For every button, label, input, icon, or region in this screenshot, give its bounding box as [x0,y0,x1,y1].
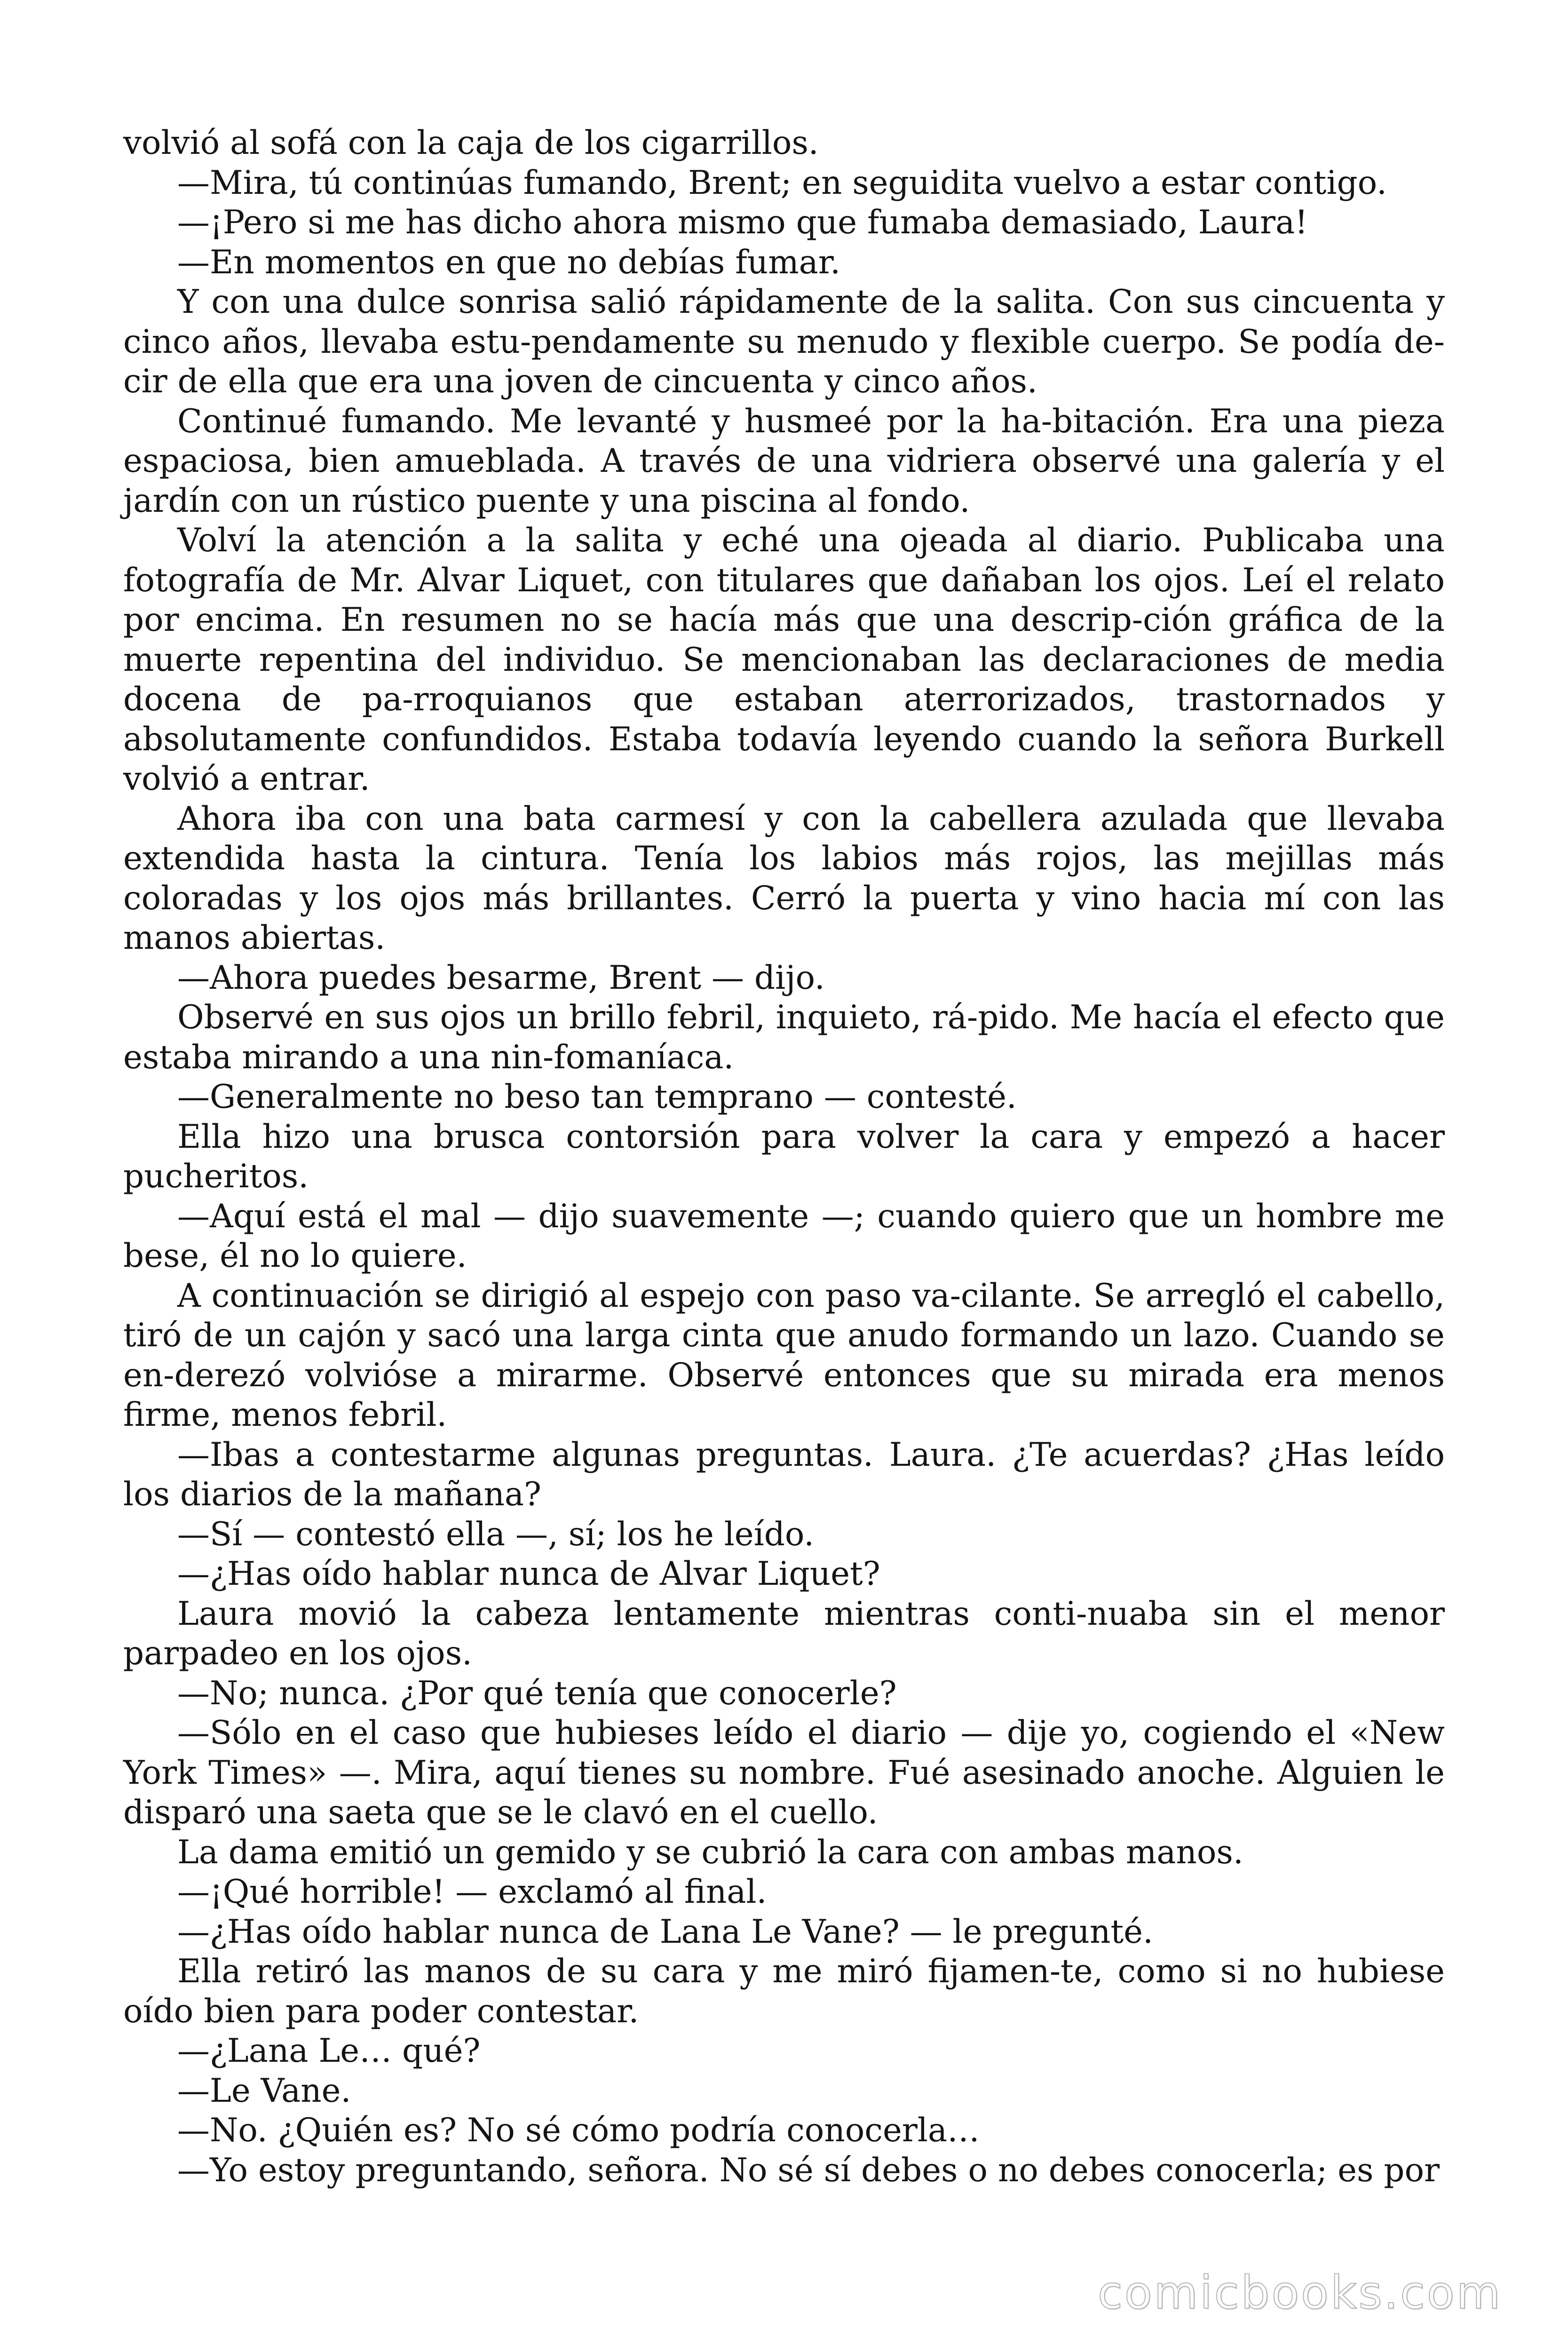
paragraph: A continuación se dirigió al espejo con paso va-cilante. Se arregló el cabello, tiró de un cajón y sacó una larga cinta que anudo formando un lazo. Cuando se en-derezó volvióse a mirarme. Observé entonces que su mirada era menos firme, menos febril. [123,1277,1445,1434]
paragraph: Observé en sus ojos un brillo febril, inquieto, rá-pido. Me hacía el efecto que estaba mirando a una nin-fomaníaca. [123,999,1445,1076]
paragraph: —¿Has oído hablar nunca de Alvar Liquet? [177,1555,880,1593]
paragraph: —¿Has oído hablar nunca de Lana Le Vane? — le pregunté. [177,1913,1153,1951]
paragraph: Continué fumando. Me levanté y husmeé por la ha-bitación. Era una pieza espaciosa, bien amueblada. A través de una vidriera observé una galería y el jardín con un rústico puente y una piscina al fondo. [123,402,1445,520]
paragraph: Laura movió la cabeza lentamente mientras conti-nuaba sin el menor parpadeo en los ojos. [123,1595,1445,1672]
paragraph: —Mira, tú continúas fumando, Brent; en seguidita vuelvo a estar contigo. [177,164,1387,202]
paragraph: Y con una dulce sonrisa salió rápidamente de la salita. Con sus cincuenta y cinco años, llevaba estu-pendamente su menudo y flexible cuerpo. Se podía de-cir de ella que era una joven de cincuenta y cinco años. [123,283,1445,400]
paragraph: —Sí — contestó ella —, sí; los he leído. [177,1515,815,1553]
paragraph: —¿Lana Le… qué? [177,2032,481,2070]
paragraph: La dama emitió un gemido y se cubrió la cara con ambas manos. [177,1833,1243,1871]
paragraph: —Generalmente no beso tan temprano — contesté. [177,1078,1017,1116]
paragraph: Ella retiró las manos de su cara y me miró fijamen-te, como si no hubiese oído bien para poder contestar. [123,1953,1445,2030]
paragraph: —Yo estoy preguntando, señora. No sé sí debes o no debes conocerla; es por [177,2151,1440,2189]
paragraph: —Ahora puedes besarme, Brent — dijo. [177,959,825,997]
paragraph: —Aquí está el mal — dijo suavemente —; cuando quiero que un hombre me bese, él no lo quiere. [123,1197,1445,1275]
paragraph: volvió al sofá con la caja de los cigarrillos. [123,124,819,162]
paragraph: —Ibas a contestarme algunas preguntas. Laura. ¿Te acuerdas? ¿Has leído los diarios de la mañana? [123,1436,1445,1513]
paragraph: —En momentos en que no debías fumar. [177,243,841,281]
paragraph: Ella hizo una brusca contorsión para volver la cara y empezó a hacer pucheritos. [123,1118,1445,1195]
paragraph: Ahora iba con una bata carmesí y con la cabellera azulada que llevaba extendida hasta la cintura. Tenía los labios más rojos, las mejillas más coloradas y los ojos más brillantes. Cerró la puerta y vino hacia mí con las manos abiertas. [123,800,1445,957]
paragraph: Volví la atención a la salita y eché una ojeada al diario. Publicaba una fotografía de Mr. Alvar Liquet, con titulares que dañaban los ojos. Leí el relato por encima. En resumen no se hacía más que una descrip-ción gráfica de la muerte repentina del individuo. Se mencionaban las declaraciones de media docena de pa-rroquianos que estaban aterrorizados, trastornados y absolutamente confundidos. Estaba todavía leyendo cuando la señora Burkell volvió a entrar. [123,522,1445,798]
paragraph: —No. ¿Quién es? No sé cómo podría conocerla… [177,2112,980,2149]
paragraph: —No; nunca. ¿Por qué tenía que conocerle? [177,1674,897,1712]
page-body-text [123,123,1445,2240]
paragraph: —Sólo en el caso que hubieses leído el diario — dije yo, cogiendo el «New York Times» —. Mira, aquí tienes su nombre. Fué asesinado anoche. Alguien le disparó una saeta que se le clavó en el cuello. [123,1714,1445,1831]
paragraph: —¡Pero si me has dicho ahora mismo que fumaba demasiado, Laura! [177,204,1308,241]
paragraph: —¡Qué horrible! — exclamó al final. [177,1873,767,1911]
paragraph: —Le Vane. [177,2072,351,2110]
watermark: comicbooks.com [1097,2266,1502,2319]
